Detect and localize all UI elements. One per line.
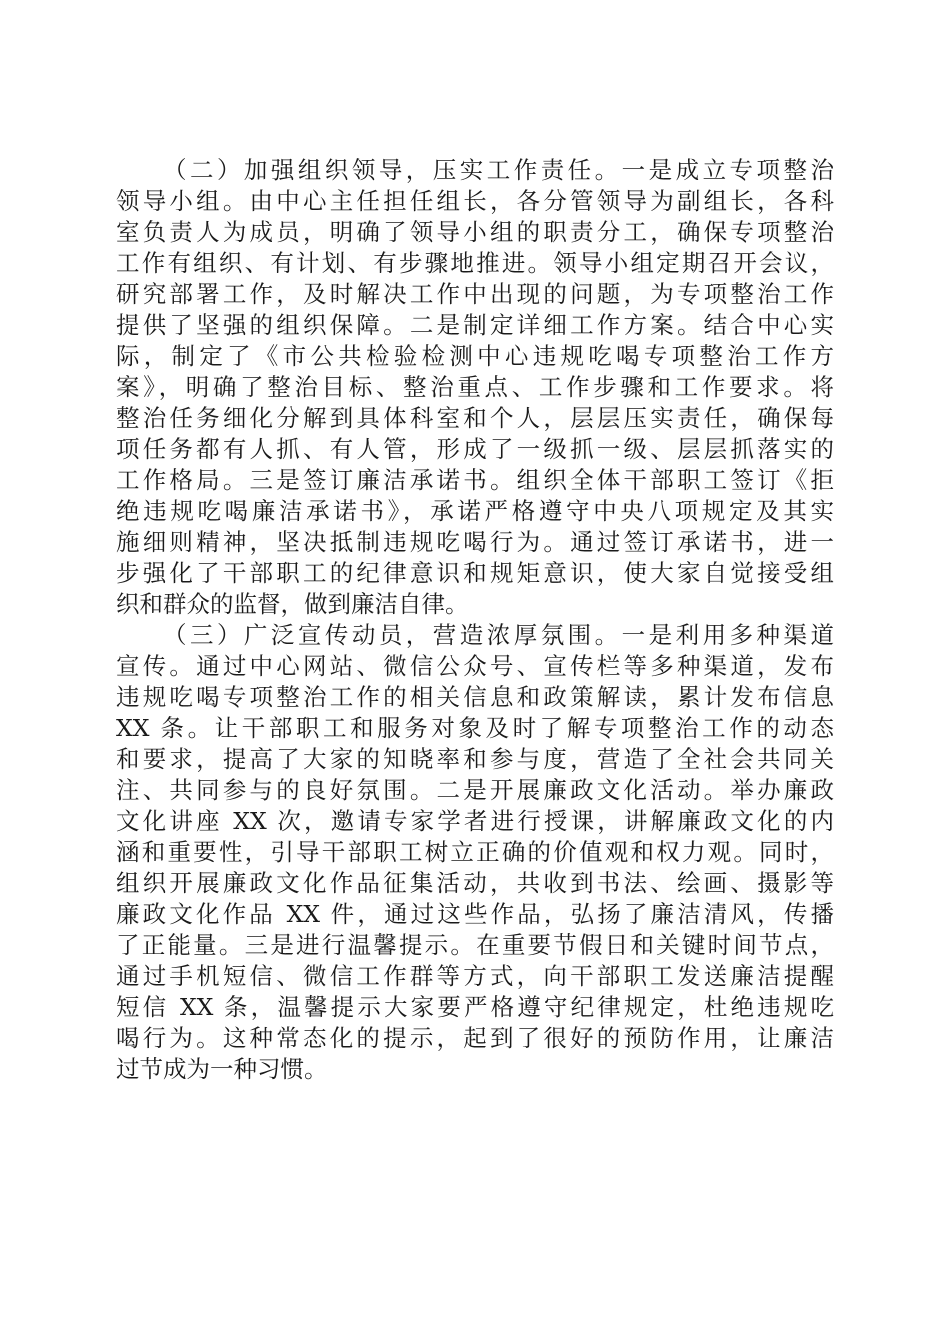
text-line: （二）加强组织领导，压实工作责任。一是成立专项整治 [163,156,834,184]
text-line: 违规吃喝专项整治工作的相关信息和政策解读，累计发布信息 [116,683,834,711]
text-line: 了正能量。三是进行温馨提示。在重要节假日和关键时间节点， [116,931,834,959]
text-line: 通过手机短信、微信工作群等方式，向干部职工发送廉洁提醒 [116,962,834,990]
text-line: 研究部署工作，及时解决工作中出现的问题，为专项整治工作 [116,280,834,308]
text-line: 喝行为。这种常态化的提示，起到了很好的预防作用，让廉洁 [116,1024,834,1052]
text-line: 案》，明确了整治目标、整治重点、工作步骤和工作要求。将 [116,373,834,401]
text-line: 领导小组。由中心主任担任组长，各分管领导为副组长，各科 [116,187,834,215]
text-line: 工作有组织、有计划、有步骤地推进。领导小组定期召开会议， [116,249,834,277]
text-line: 廉政文化作品 XX 件，通过这些作品，弘扬了廉洁清风，传播 [116,900,834,928]
text-line: 织和群众的监督，做到廉洁自律。 [116,590,469,618]
text-line: 工作格局。三是签订廉洁承诺书。组织全体干部职工签订《拒 [116,466,834,494]
text-line: 过节成为一种习惯。 [116,1055,328,1083]
text-line: 项任务都有人抓、有人管，形成了一级抓一级、层层抓落实的 [116,435,834,463]
text-line: 际，制定了《市公共检验检测中心违规吃喝专项整治工作方 [116,342,834,370]
text-line: 文化讲座 XX 次，邀请专家学者进行授课，讲解廉政文化的内 [116,807,834,835]
text-line: 和要求，提高了大家的知晓率和参与度，营造了全社会共同关 [116,745,834,773]
text-line: 提供了坚强的组织保障。二是制定详细工作方案。结合中心实 [116,311,834,339]
text-line: 短信 XX 条，温馨提示大家要严格遵守纪律规定，杜绝违规吃 [116,993,834,1021]
text-line: XX 条。让干部职工和服务对象及时了解专项整治工作的动态 [116,714,834,742]
text-line: 组织开展廉政文化作品征集活动，共收到书法、绘画、摄影等 [116,869,834,897]
text-line: 室负责人为成员，明确了领导小组的职责分工，确保专项整治 [116,218,834,246]
text-line: 整治任务细化分解到具体科室和个人，层层压实责任，确保每 [116,404,834,432]
paragraph-section-two [116,155,834,620]
text-line: 注、共同参与的良好氛围。二是开展廉政文化活动。举办廉政 [116,776,834,804]
text-line: （三）广泛宣传动员，营造浓厚氛围。一是利用多种渠道 [163,621,834,649]
text-line: 施细则精神，坚决抵制违规吃喝行为。通过签订承诺书，进一 [116,528,834,556]
text-line: 绝违规吃喝廉洁承诺书》，承诺严格遵守中央八项规定及其实 [116,497,834,525]
document-page [116,155,834,1085]
text-line: 宣传。通过中心网站、微信公众号、宣传栏等多种渠道，发布 [116,652,834,680]
text-line: 步强化了干部职工的纪律意识和规矩意识，使大家自觉接受组 [116,559,834,587]
text-line: 涵和重要性，引导干部职工树立正确的价值观和权力观。同时， [116,838,834,866]
paragraph-section-three [116,620,834,1085]
